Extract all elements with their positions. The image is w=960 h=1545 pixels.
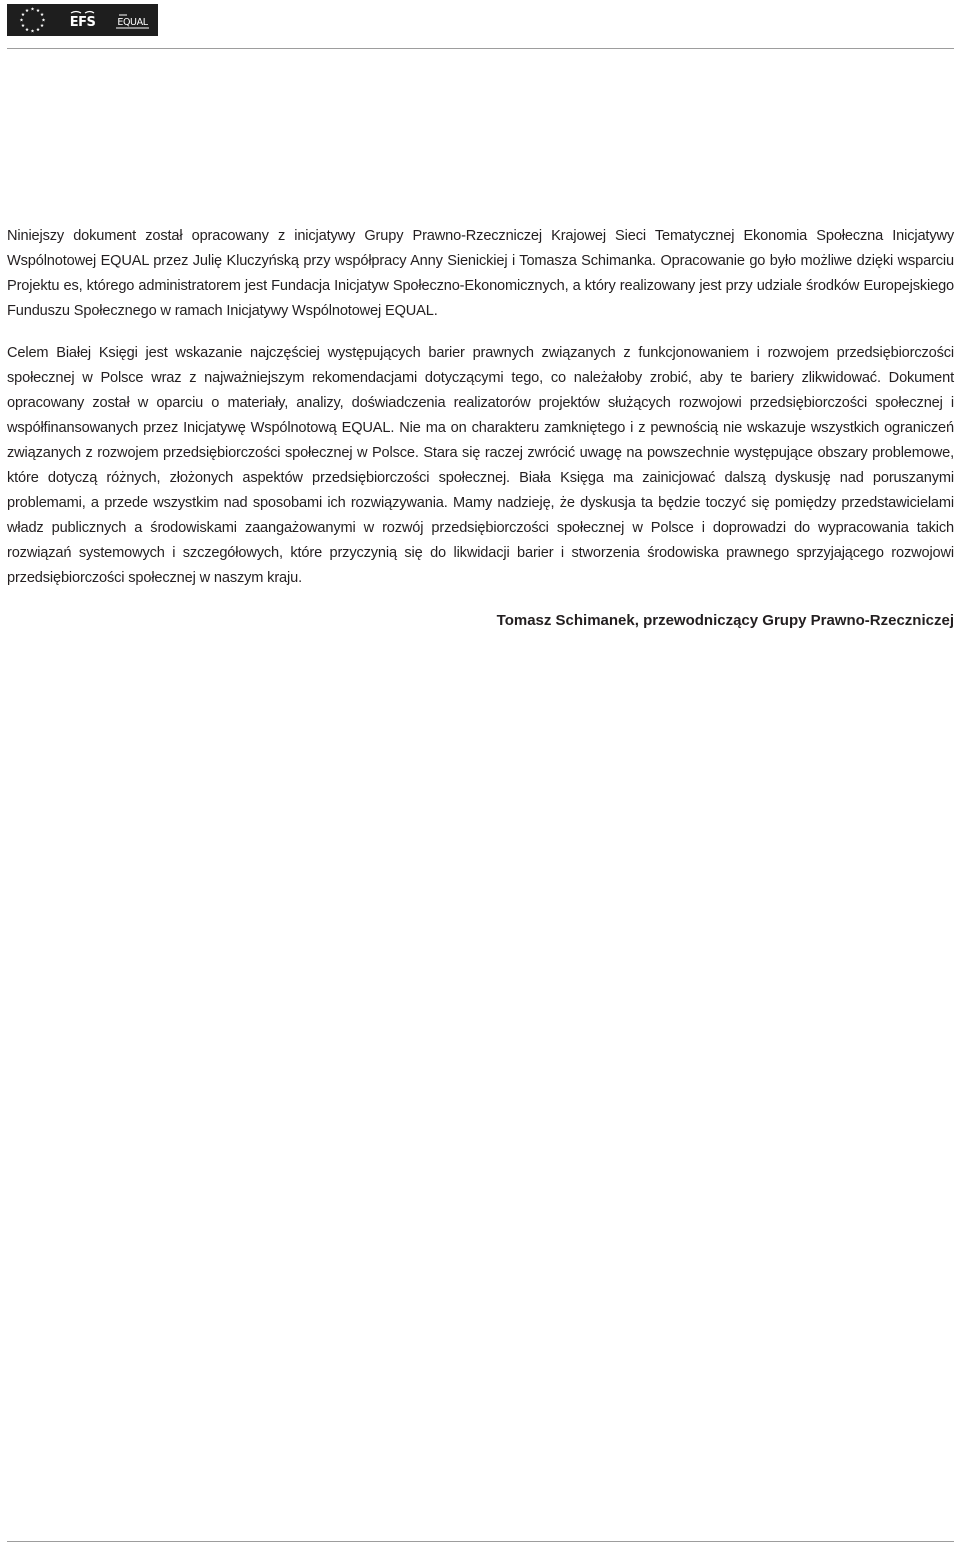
eu-star-icon: [40, 13, 44, 16]
svg-text:EFS: EFS: [69, 15, 96, 30]
eu-star-icon: [21, 24, 25, 27]
document-body: [7, 224, 954, 633]
eu-star-icon: [20, 18, 24, 21]
equal-logo: [107, 4, 158, 36]
purpose-paragraph: Celem Białej Księgi jest wskazanie najczęściej występujących barier prawnych związanych z funkcjonowaniem i rozwojem przedsiębiorczości społecznej w Polsce wraz z najważniejszym rekomendacjami dotyczącymi tego, co należałoby zrobić, aby te bariery zlikwidować. Dokument opracowany został w oparciu o materiały, analizy, doświadczenia realizatorów projektów służących rozwojowi przedsiębiorczości społecznej i współfinansowanych przez Inicjatywę Wspólnotową EQUAL. Nie ma on charakteru zamkniętego i z pewnością nie wskazuje wszystkich ograniczeń związanych z rozwojem przedsiębiorczości społecznej w Polsce. Stara się raczej zwrócić uwagę na powszechnie występujące obszary problemowe, które dotyczą różnych, złożonych aspektów przedsiębiorczości społecznej. Biała Księga ma zainicjować dalszą dyskusję nad poruszanymi problemami, a przede wszystkim nad sposobami ich rozwiązywania. Mamy nadzieję, że dyskusja ta będzie toczyć się pomiędzy przedstawicielami władz publicznych a środowiskami zaangażowanymi w rozwój przedsiębiorczości społecznej w Polsce i doprowadzi do wypracowania takich rozwiązań systemowych i szczegółowych, które przyczynią się do likwidacji barier i stworzenia środowiska prawnego sprzyjającego rozwojowi przedsiębiorczości społecznej w naszym kraju.: [7, 345, 954, 586]
eu-star-icon: [42, 18, 46, 21]
eu-star-icon: [36, 28, 40, 31]
intro-paragraph: Niniejszy dokument został opracowany z inicjatywy Grupy Prawno-Rzeczniczej Krajowej Sieci Tematycznej Ekonomia Społeczna Inicjatywy Wspólnotowej EQUAL przez Julię Kluczyńską przy współpracy Anny Sienickiej i Tomasza Schimanka. Opracowanie go było możliwe dzięki wsparciu Projektu es, którego administratorem jest Fundacja Inicjatyw Społeczno-Ekonomicznych, a który realizowany jest przy udziale środków Europejskiego Funduszu Społecznego w ramach Inicjatywy Wspólnotowej EQUAL.: [7, 228, 954, 319]
header-divider: [7, 48, 954, 49]
svg-text:EQUAL: EQUAL: [117, 17, 148, 28]
eu-flag-logo: [7, 4, 58, 36]
page-header: [0, 0, 960, 50]
efs-logo: [57, 4, 108, 36]
eu-stars-icon: [7, 4, 58, 36]
eu-star-icon: [36, 9, 40, 12]
eu-star-icon: [21, 13, 25, 16]
eu-star-icon: [40, 24, 44, 27]
author-signature: Tomasz Schimanek, przewodniczący Grupy Prawno-Rzeczniczej: [496, 612, 954, 629]
footer-divider: [7, 1541, 954, 1542]
eu-star-icon: [25, 28, 29, 31]
eu-star-icon: [31, 29, 35, 32]
equal-wordmark-icon: [107, 4, 158, 36]
eu-star-icon: [31, 7, 35, 10]
eu-star-icon: [25, 9, 29, 12]
efs-wordmark-icon: [57, 4, 108, 36]
